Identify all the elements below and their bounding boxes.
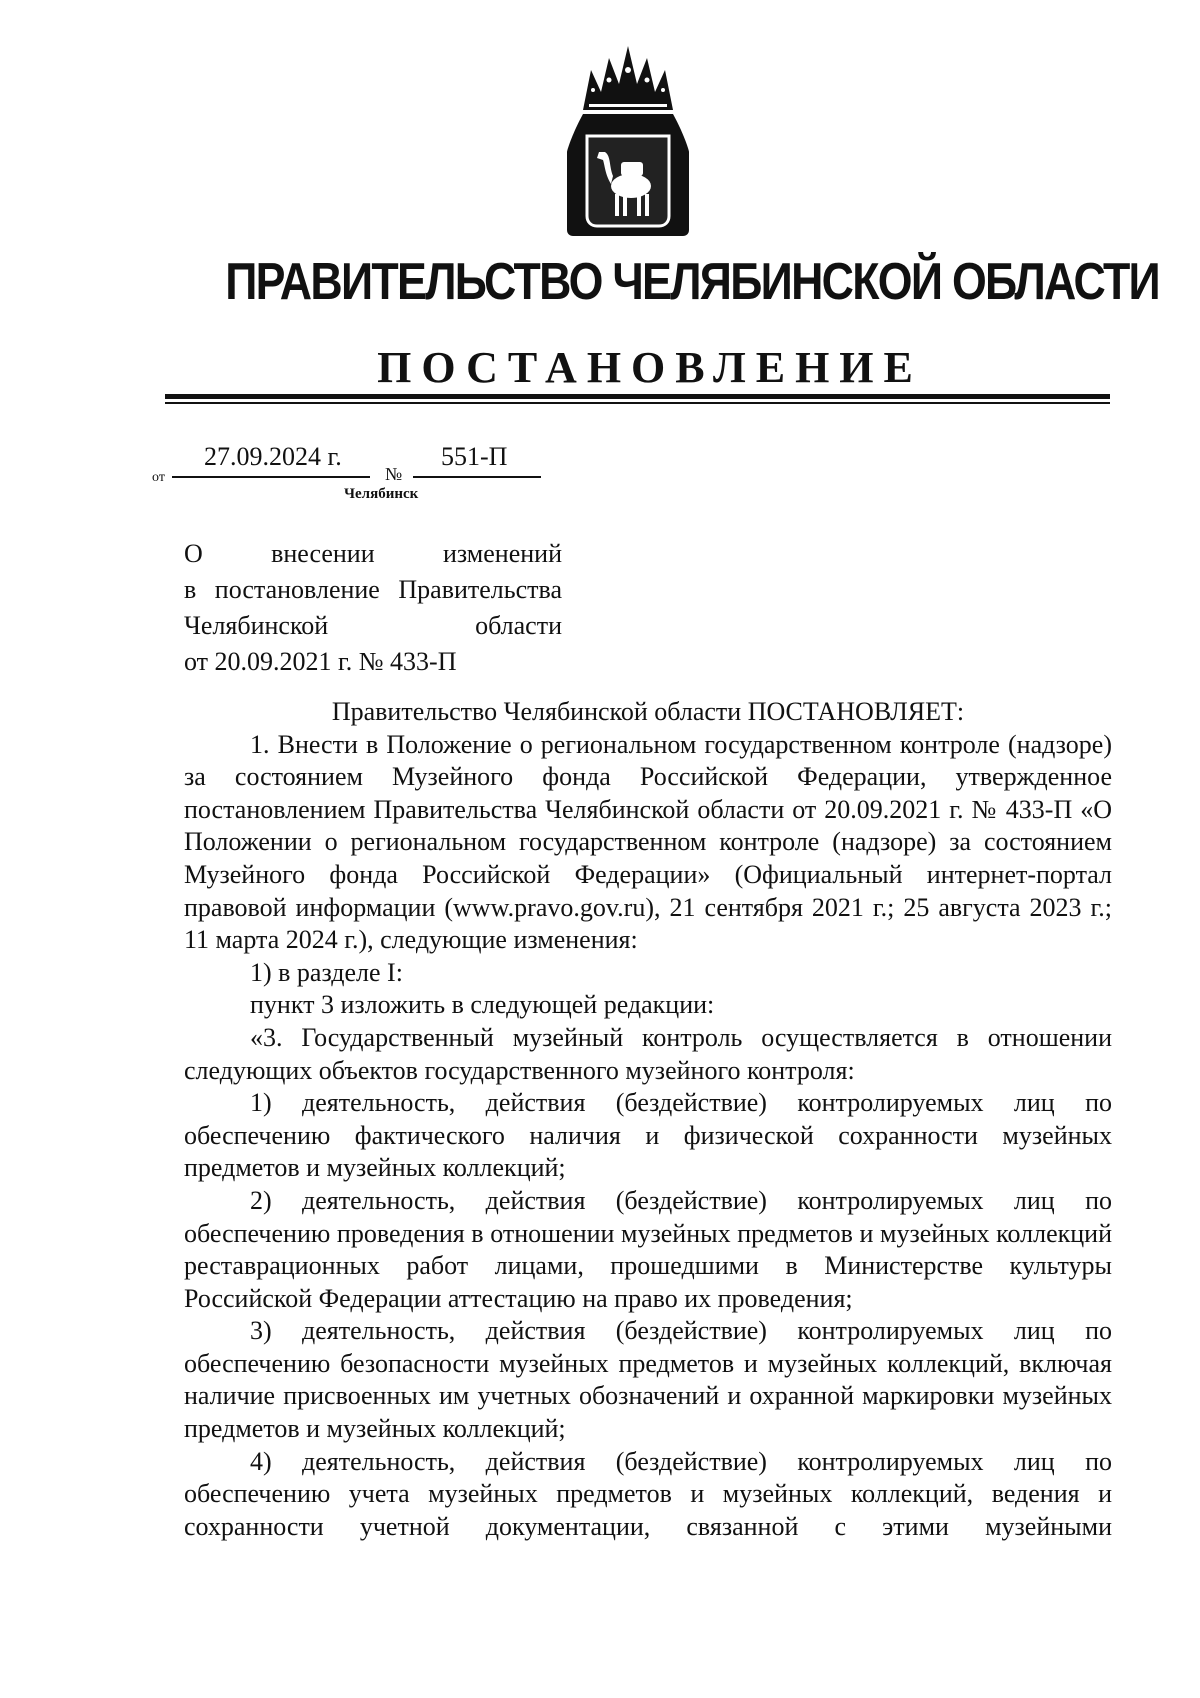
- resolution-preamble: Правительство Челябинской области ПОСТАНОВЛЯЕТ:: [331, 697, 965, 726]
- body-paragraph: 1) в разделе I:: [250, 957, 403, 987]
- document-number: 551-П: [441, 442, 508, 471]
- date-underline: [172, 476, 370, 478]
- body-paragraph: «3. Государственный музейный контроль осуществляется в отношении следующих объектов государственного музейного контроля:: [184, 1022, 1112, 1085]
- document-type-heading: ПОСТАНОВЛЕНИЕ: [377, 343, 923, 392]
- subject-line: от 20.09.2021 г. № 433-П: [184, 647, 457, 676]
- header-divider-thick: [165, 394, 1110, 399]
- coat-of-arms-emblem: [553, 40, 703, 243]
- body-paragraph: 2) деятельность, действия (бездействие) контролируемых лиц по обеспечению проведения в отношении музейных предметов и музейных коллекций реставрационных работ лицами, прошедшими в Министерстве культуры Российской Федерации аттестацию на право их проведения;: [184, 1185, 1112, 1313]
- date-label: от: [152, 470, 165, 485]
- subject-block: [184, 536, 562, 680]
- header-divider-thin: [165, 402, 1110, 404]
- subject-line: Челябинской области: [184, 611, 562, 640]
- number-underline: [413, 476, 541, 478]
- number-label: №: [385, 464, 403, 484]
- body-paragraph: 4) деятельность, действия (бездействие) контролируемых лиц по обеспечению учета музейных предметов и музейных коллекций, ведения и сохранности учетной документации, связанной с этими музейными: [184, 1446, 1112, 1541]
- body-paragraph: 1) деятельность, действия (бездействие) контролируемых лиц по обеспечению фактического наличия и физической сохранности музейных предметов и музейных коллекций;: [184, 1088, 1112, 1183]
- document-date: 27.09.2024 г.: [204, 442, 342, 471]
- subject-line: О внесении изменений: [184, 539, 562, 568]
- body-paragraph: 3) деятельность, действия (бездействие) контролируемых лиц по обеспечению безопасности музейных предметов и музейных коллекций, включая наличие присвоенных им учетных обозначений и охранной маркировки музейных предметов и музейных коллекций;: [184, 1316, 1112, 1444]
- subject-line: в постановление Правительства: [184, 575, 562, 604]
- organization-title: ПРАВИТЕЛЬСТВО ЧЕЛЯБИНСКОЙ ОБЛАСТИ: [225, 253, 1159, 311]
- body-paragraph: 1. Внести в Положение о региональном государственном контроле (надзоре) за состоянием Музейного фонда Российской Федерации, утвержденное постановлением Правительства Челябинской области от 20.09.2021 г. № 433-П «О Положении о региональном государственном контроле (надзоре) за состоянием Музейного фонда Российской Федерации» (Официальный интернет-портал правовой информации (www.pravo.gov.ru), 21 сентября 2021 г.; 25 августа 2023 г.; 11 марта 2024 г.), следующие изменения:: [184, 729, 1112, 955]
- body-paragraph: пункт 3 изложить в следующей редакции:: [250, 990, 715, 1020]
- city-name: Челябинск: [344, 486, 419, 502]
- document-body: [184, 696, 1112, 1543]
